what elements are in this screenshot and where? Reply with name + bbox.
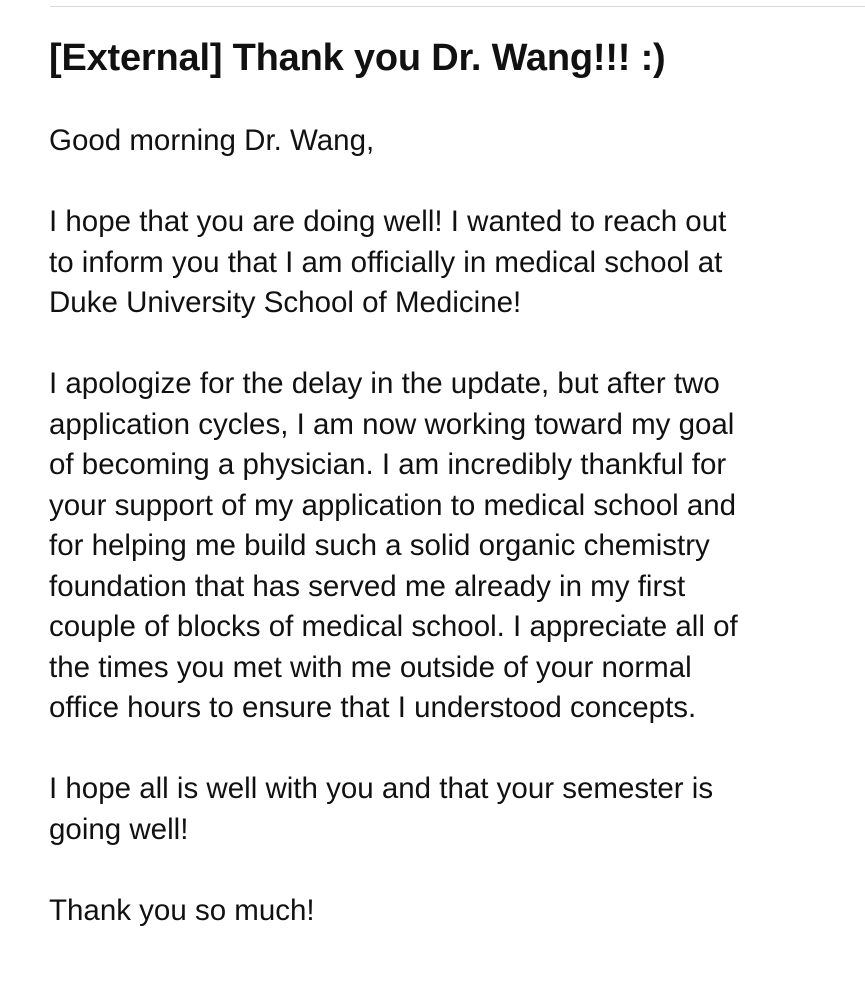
paragraph-line: office hours to ensure that I understood concepts. <box>49 691 697 724</box>
paragraph-line: going well! <box>49 812 189 846</box>
email-paragraph-3 <box>49 769 849 850</box>
paragraph-line: to inform you that I am officially in medical school at <box>49 245 723 279</box>
paragraph-line: the times you met with me outside of your normal <box>49 650 692 684</box>
paragraph-line: I apologize for the delay in the update, but after two <box>49 367 720 400</box>
email-greeting: Good morning Dr. Wang, <box>49 124 375 157</box>
email-subject: [External] Thank you Dr. Wang!!! :) <box>49 37 666 79</box>
paragraph-line: your support of my application to medical school and <box>49 488 737 522</box>
email-view <box>49 0 849 972</box>
paragraph-line: I hope all is well with you and that your semester is <box>49 772 714 805</box>
paragraph-line: for helping me build such a solid organic chemistry <box>49 529 710 562</box>
paragraph-line: couple of blocks of medical school. I appreciate all of <box>49 610 738 643</box>
email-body <box>49 121 849 931</box>
email-closing: Thank you so much! <box>49 893 315 927</box>
paragraph-line: foundation that has served me already in my first <box>49 569 686 603</box>
paragraph-line: I hope that you are doing well! I wanted to reach out <box>49 205 727 238</box>
paragraph-line: application cycles, I am now working toward my goal <box>49 407 735 441</box>
paragraph-line: Duke University School of Medicine! <box>49 286 522 319</box>
email-paragraph-2 <box>49 364 849 729</box>
email-paragraph-1 <box>49 202 849 324</box>
paragraph-line: of becoming a physician. I am incredibly thankful for <box>49 448 727 481</box>
